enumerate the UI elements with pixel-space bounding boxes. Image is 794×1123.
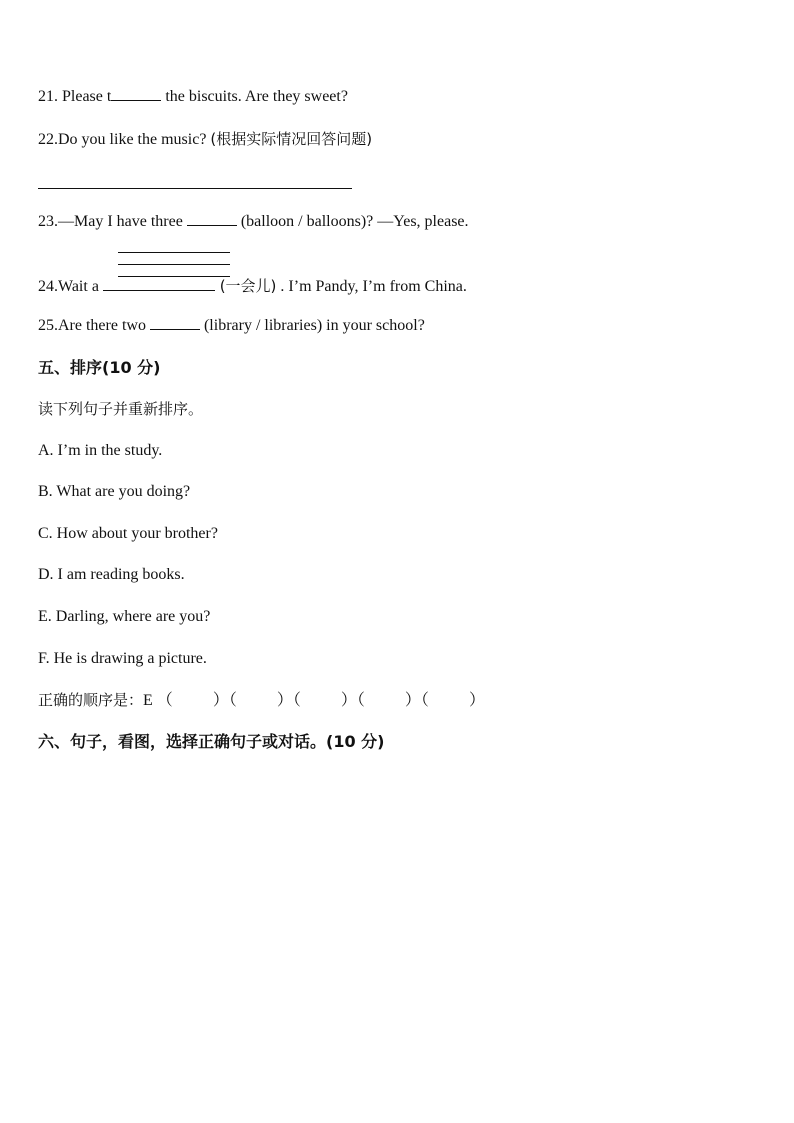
q25-text-before: 25.Are there two <box>38 317 150 334</box>
sentence-c: C. How about your brother? <box>38 525 218 542</box>
q23-blank[interactable] <box>187 225 237 226</box>
section-5-score: (10 分) <box>102 358 161 377</box>
q23-text-after: (balloon / balloons)? —Yes, please. <box>236 213 469 230</box>
q23-text-before: 23.—May I have three <box>38 213 187 230</box>
section-6-score: (10 分) <box>326 732 385 751</box>
q24-blank[interactable] <box>103 290 215 291</box>
section-6-heading <box>38 732 384 752</box>
q21-blank[interactable] <box>111 100 161 101</box>
sentence-e: E. Darling, where are you? <box>38 608 211 625</box>
question-24 <box>38 276 467 297</box>
order-slot-3[interactable]: （ ） <box>292 692 357 709</box>
sentence-b: B. What are you doing? <box>38 483 191 500</box>
q21-number: 21 <box>38 88 54 105</box>
q21-text-after: the biscuits. Are they sweet? <box>161 88 348 105</box>
question-22 <box>38 129 372 150</box>
q24-text-before: 24.Wait a <box>38 278 103 295</box>
question-21 <box>38 87 348 107</box>
sentence-a: A. I’m in the study. <box>38 442 163 459</box>
section-5-heading <box>38 358 160 378</box>
q25-text-after: (library / libraries) in your school? <box>199 317 425 334</box>
q25-blank[interactable] <box>150 329 200 330</box>
order-slot-2[interactable]: （ ） <box>228 692 293 709</box>
question-25 <box>38 316 425 336</box>
section-5-instruction: 读下列句子并重新排序。 <box>38 400 204 418</box>
q22-answer-line[interactable] <box>38 188 352 189</box>
order-label: 正确的顺序是： <box>38 691 144 709</box>
q24-guide-line-2 <box>118 264 230 265</box>
section-5-title: 五、排序 <box>38 358 103 377</box>
q22-note: (根据实际情况回答问题) <box>210 130 373 148</box>
order-slot-4[interactable]: （ ） <box>356 692 421 709</box>
section-6-title: 六、句子，看图，选择正确句子或对话。 <box>38 732 327 751</box>
order-slot-1[interactable]: （ ） <box>156 692 229 709</box>
sentence-d: D. I am reading books. <box>38 566 185 583</box>
order-first: E <box>143 692 153 709</box>
order-slot-5[interactable]: （ ） <box>420 692 485 709</box>
q24-text-after: . I’m Pandy, I’m from China. <box>276 278 467 295</box>
question-23 <box>38 212 469 232</box>
order-answer <box>38 690 485 711</box>
sentence-f: F. He is drawing a picture. <box>38 650 207 667</box>
q24-guide-line-1 <box>118 252 230 253</box>
q22-text: 22.Do you like the music? <box>38 131 211 148</box>
q24-note: (一会儿) <box>214 277 277 295</box>
q21-text-before: . Please t <box>54 88 112 105</box>
